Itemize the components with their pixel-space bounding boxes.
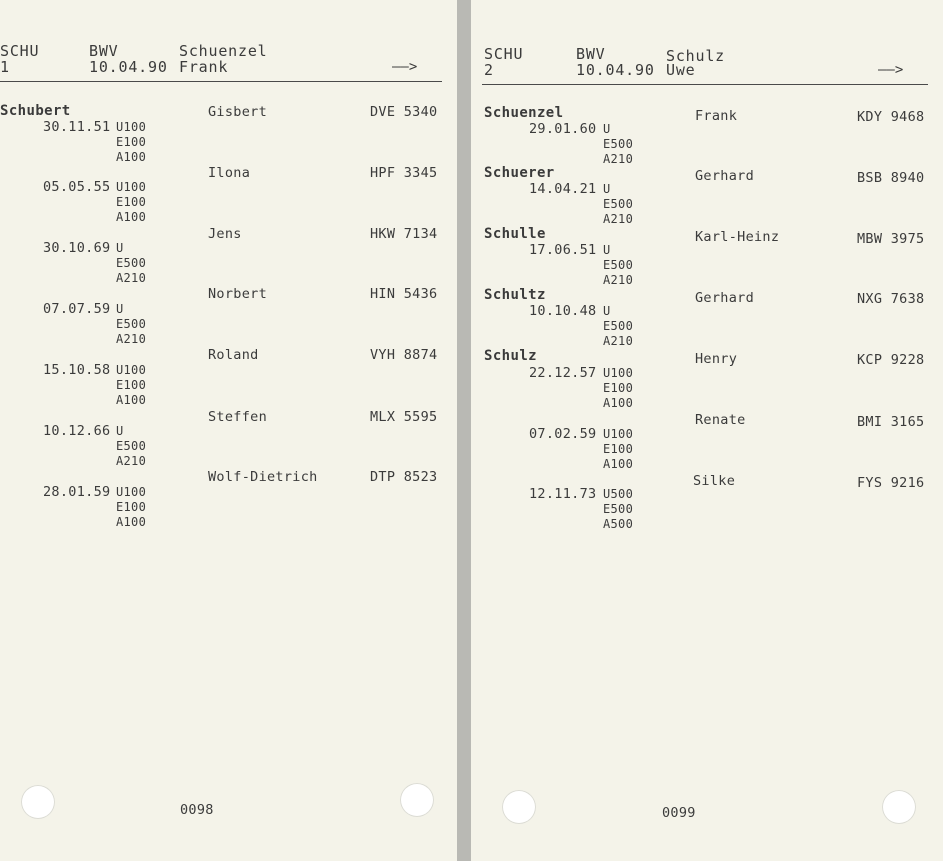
reference-code: BMI 3165 [857,414,925,430]
code-a: A210 [116,454,147,468]
reference-code: BSB 8940 [857,170,925,186]
code-e: E100 [116,500,147,514]
code-e: E100 [116,195,147,209]
first-name: Gerhard [695,290,754,306]
header-surname: Schulz [666,47,725,65]
reference-code: HIN 5436 [370,286,438,302]
reference-code: VYH 8874 [370,347,438,363]
header-divider [482,84,928,85]
code-a: A100 [116,210,147,224]
code-e: E100 [603,381,634,395]
code-a: A100 [116,515,147,529]
birth-date: 30.10.69 [43,240,111,256]
header-card-number: 1 [0,58,10,76]
header-divider [0,81,442,82]
code-u: U [603,304,611,318]
first-name: Silke [693,473,736,489]
punch-hole [882,790,916,824]
birth-date: 10.10.48 [529,303,597,319]
birth-date: 17.06.51 [529,242,597,258]
birth-date: 10.12.66 [43,423,111,439]
code-a: A500 [603,517,634,531]
code-u: U [116,424,124,438]
first-name: Gerhard [695,168,754,184]
reference-code: NXG 7638 [857,291,925,307]
code-u: U100 [603,427,634,441]
code-e: E500 [603,258,634,272]
first-name: Norbert [208,286,267,302]
code-u: U100 [603,366,634,380]
header-office: BWV [576,45,606,63]
index-card-left [0,0,457,861]
reference-code: KDY 9468 [857,109,925,125]
reference-code: HPF 3345 [370,165,438,181]
code-u: U500 [603,487,634,501]
code-e: E100 [116,378,147,392]
code-u: U [603,122,611,136]
header-code: SCHU [0,42,40,60]
header-surname: Schuenzel [179,42,268,60]
punch-hole [21,785,55,819]
code-e: E500 [116,256,147,270]
first-name: Renate [695,412,746,428]
reference-code: DVE 5340 [370,104,438,120]
code-e: E500 [603,319,634,333]
code-u: U [116,241,124,255]
code-a: A100 [603,396,634,410]
code-a: A210 [603,273,634,287]
birth-date: 05.05.55 [43,179,111,195]
first-name: Jens [208,226,242,242]
header-firstname: Uwe [666,61,696,79]
code-e: E100 [603,442,634,456]
code-e: E500 [603,197,634,211]
code-u: U [603,182,611,196]
code-u: U [116,302,124,316]
surname-label: Schuerer [484,165,555,181]
birth-date: 29.01.60 [529,121,597,137]
header-date: 10.04.90 [89,58,168,76]
surname-label: Schulle [484,226,546,242]
reference-code: FYS 9216 [857,475,925,491]
punch-hole [502,790,536,824]
code-e: E500 [603,137,634,151]
first-name: Henry [695,351,738,367]
birth-date: 28.01.59 [43,484,111,500]
code-a: A210 [603,334,634,348]
code-a: A210 [116,332,147,346]
reference-code: DTP 8523 [370,469,438,485]
code-u: U100 [116,180,147,194]
next-card-arrow-icon: ——> [392,59,418,75]
code-a: A100 [116,150,147,164]
surname-label: Schuenzel [484,105,564,121]
birth-date: 07.02.59 [529,426,597,442]
birth-date: 22.12.57 [529,365,597,381]
first-name: Frank [695,108,738,124]
header-office: BWV [89,42,119,60]
code-a: A210 [603,152,634,166]
code-a: A210 [603,212,634,226]
code-e: E500 [116,317,147,331]
code-u: U [603,243,611,257]
code-u: U100 [116,363,147,377]
code-a: A100 [603,457,634,471]
code-u: U100 [116,485,147,499]
code-a: A210 [116,271,147,285]
first-name: Roland [208,347,259,363]
first-name: Karl-Heinz [695,229,780,245]
first-name: Wolf-Dietrich [208,469,318,485]
code-a: A100 [116,393,147,407]
birth-date: 12.11.73 [529,486,597,502]
code-e: E100 [116,135,147,149]
punch-hole [400,783,434,817]
surname-label: Schubert [0,103,71,119]
next-card-arrow-icon: ——> [878,62,904,78]
birth-date: 15.10.58 [43,362,111,378]
reference-code: MLX 5595 [370,409,438,425]
first-name: Gisbert [208,104,267,120]
birth-date: 07.07.59 [43,301,111,317]
reference-code: MBW 3975 [857,231,925,247]
code-u: U100 [116,120,147,134]
reference-code: KCP 9228 [857,352,925,368]
birth-date: 30.11.51 [43,119,111,135]
birth-date: 14.04.21 [529,181,597,197]
header-firstname: Frank [179,58,229,76]
header-code: SCHU [484,45,524,63]
reference-code: HKW 7134 [370,226,438,242]
code-e: E500 [603,502,634,516]
header-card-number: 2 [484,61,494,79]
header-date: 10.04.90 [576,61,655,79]
surname-label: Schulz [484,348,537,364]
code-e: E500 [116,439,147,453]
surname-label: Schultz [484,287,546,303]
first-name: Steffen [208,409,267,425]
first-name: Ilona [208,165,251,181]
card-serial-number: 0098 [180,802,214,818]
index-card-right [471,0,943,861]
card-serial-number: 0099 [662,805,696,821]
